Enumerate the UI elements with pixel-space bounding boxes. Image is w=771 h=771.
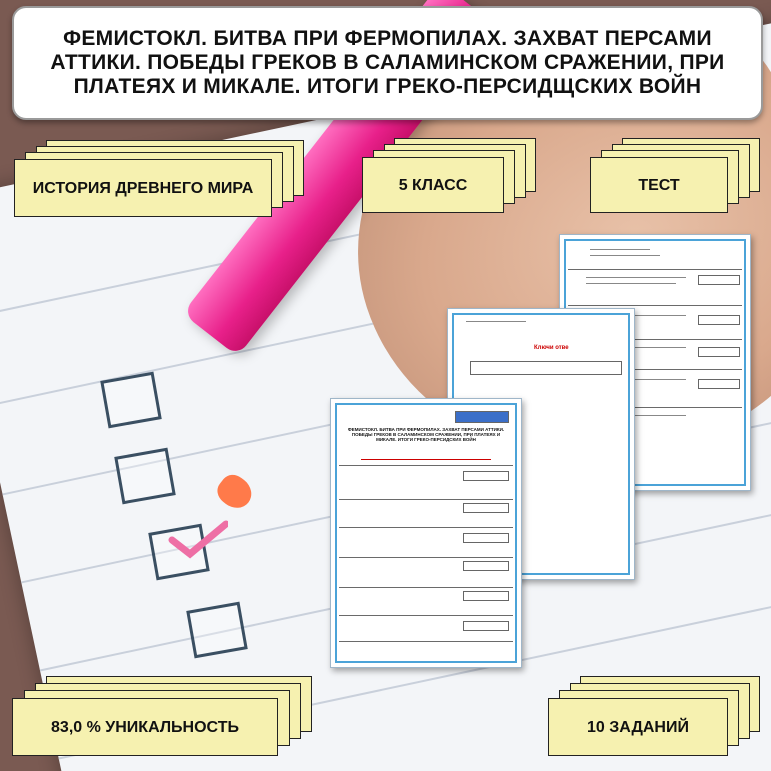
uniqueness-label: 83,0 % УНИКАЛЬНОСТЬ [51, 718, 239, 736]
page-title: ФЕМИСТОКЛ. БИТВА ПРИ ФЕРМОПИЛАХ. ЗАХВАТ ПЕРСАМИ АТТИКИ. ПОБЕДЫ ГРЕКОВ В САЛАМИНСКОМ СРАЖЕНИИ, ПРИ ПЛАТЕЯХ И МИКАЛЕ. ИТОГИ ГРЕКО-ПЕРСИДЩСКИХ ВОЙН [50, 27, 725, 98]
checkbox-1 [100, 372, 162, 429]
grade-badge [362, 138, 534, 216]
subject-label: ИСТОРИЯ ДРЕВНЕГО МИРА [32, 179, 254, 197]
type-label: ТЕСТ [638, 176, 680, 194]
checkmark-icon [168, 520, 228, 560]
title-banner [12, 6, 763, 120]
grade-label: 5 КЛАСС [398, 176, 468, 194]
type-badge [590, 138, 762, 216]
subject-badge [14, 140, 306, 218]
checkbox-4 [186, 602, 248, 659]
checkbox-2 [114, 448, 176, 505]
tasks-badge [548, 676, 762, 758]
answers-heading: Ключи отве [534, 345, 569, 351]
worksheet-page-1 [330, 398, 522, 668]
uniqueness-badge [12, 676, 312, 758]
tasks-label: 10 ЗАДАНИЙ [587, 718, 689, 736]
worksheet-heading: ФЕМИСТОКЛ. БИТВА ПРИ ФЕРМОПИЛАХ. ЗАХВАТ ПЕРСАМИ АТТИКИ. ПОБЕДЫ ГРЕКОВ В САЛАМИНСКОМ СРАЖЕНИИ, ПРИ ПЛАТЕЯХ И МИКАЛЕ. ИТОГИ ГРЕКО-ПЕРСИДСКИХ ВОЙН [347, 427, 505, 442]
